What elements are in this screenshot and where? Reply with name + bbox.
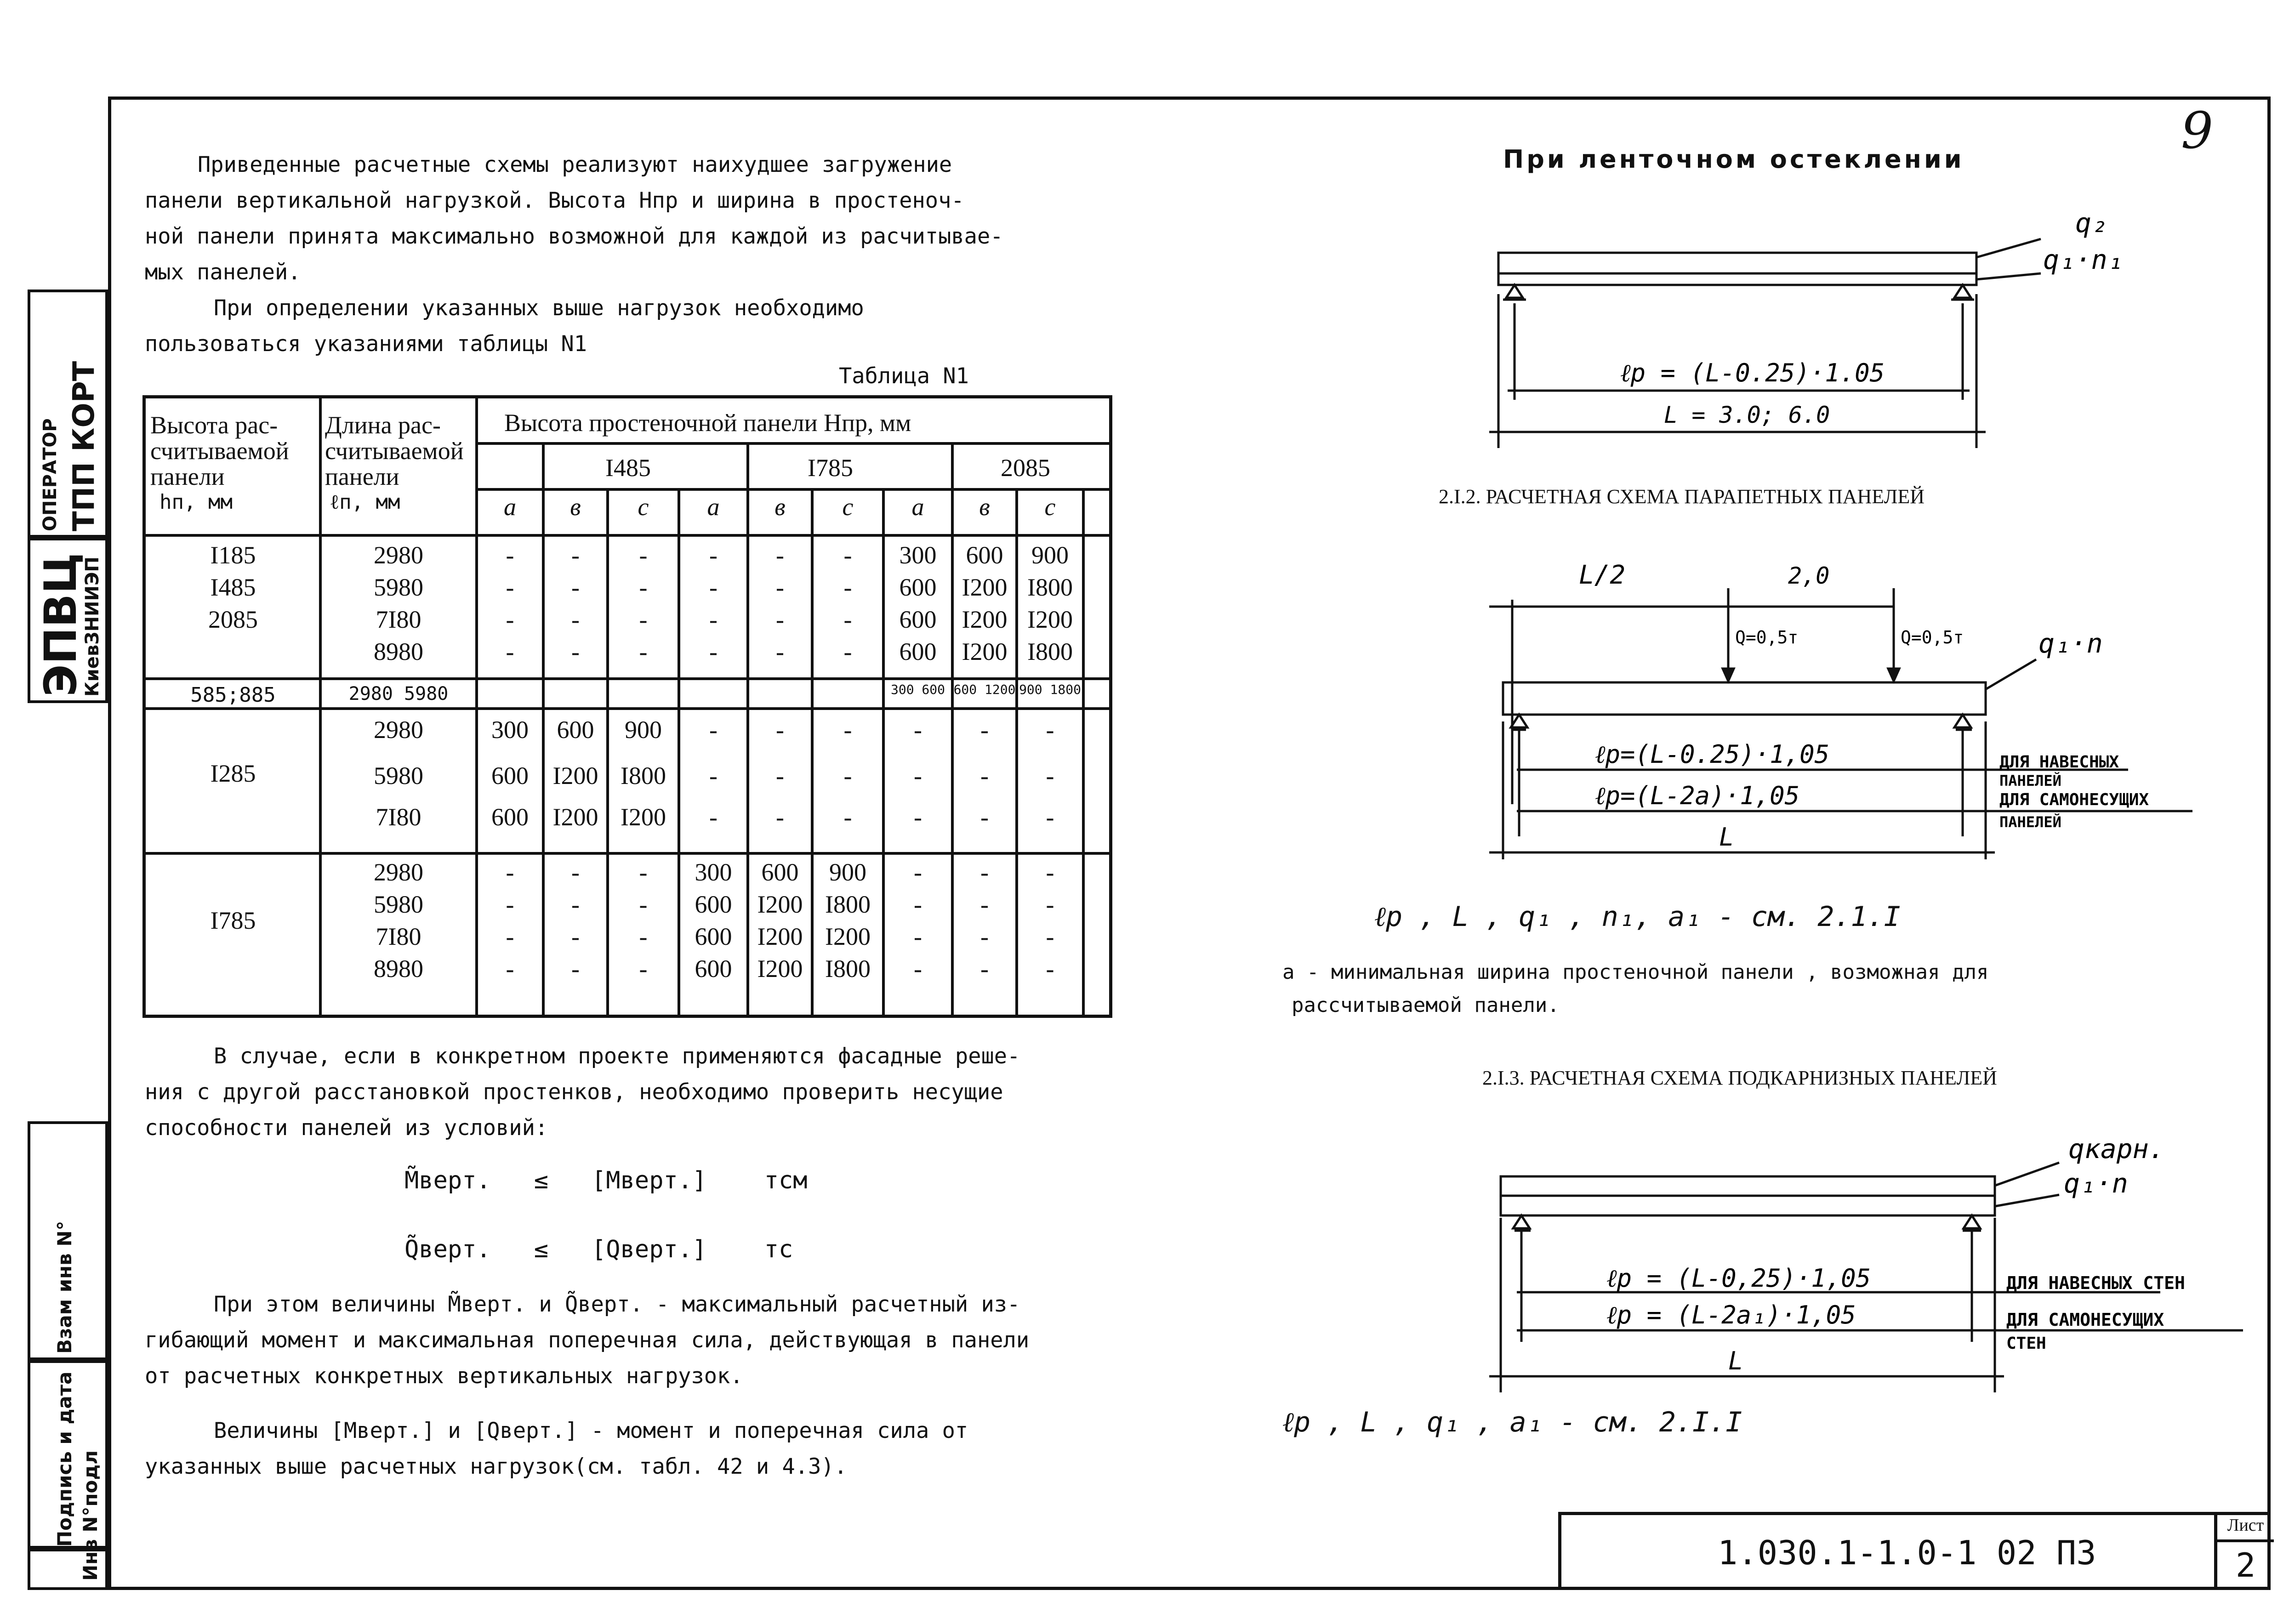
d1-L: L = 3.0; 6.0 <box>1664 402 1830 428</box>
para4-line3: от расчетных конкретных вертикальных нагрузок. <box>145 1363 743 1389</box>
table-cell-2-1-8: - <box>1046 762 1054 789</box>
table-cell-0-3-2: - <box>639 638 648 665</box>
subcol-2: c <box>638 493 649 521</box>
table-cell-3-2-3: 600 <box>695 923 732 950</box>
subcol-1: в <box>570 493 581 521</box>
table-cell-3-0-1: - <box>571 858 580 886</box>
table-cell-3-0-4: 600 <box>761 858 799 886</box>
para1-line1: Приведенные расчетные схемы реализуют наихудшее загружение <box>198 152 952 177</box>
table-cell-2-2-8: - <box>1046 803 1054 831</box>
table-cell-0-0-1: - <box>571 541 580 569</box>
table-cell-3-2-8: - <box>1046 923 1054 950</box>
table-cell-3-1-0: - <box>506 891 514 918</box>
table-cell-2-2-3: - <box>709 803 717 831</box>
d2-L: L <box>1719 823 1734 852</box>
table-cell-3-0-7: - <box>980 858 989 886</box>
diagram-cornice <box>1462 1112 2252 1397</box>
table-cell-2-1-0: 600 <box>491 762 529 789</box>
sidebar <box>28 97 108 1590</box>
operator-cell <box>28 290 108 538</box>
row-length-2-2: 7I80 <box>376 803 421 831</box>
table-cell-0-1-0: - <box>506 574 514 601</box>
table-cell-0-2-4: - <box>776 606 784 633</box>
table-cell-3-1-3: 600 <box>695 891 732 918</box>
table-cell-1-0-7: 600 1200 <box>953 682 1016 697</box>
table-cell-0-2-8: I200 <box>1027 606 1073 633</box>
table-cell-0-2-6: 600 <box>899 606 937 633</box>
height-1785: I785 <box>808 454 853 482</box>
table-cell-0-1-5: - <box>843 574 852 601</box>
para5-line2: указанных выше расчетных нагрузок(см. табл. 42 и 4.3). <box>145 1454 848 1479</box>
d1-q2: q₂ <box>2075 207 2107 238</box>
para2-line2: пользоваться указаниями таблицы N1 <box>145 331 587 357</box>
d2-lp2: ℓр=(L-2a)·1,05 <box>1595 781 1800 810</box>
row-length-0-2: 7I80 <box>376 606 421 633</box>
subcol-0: a <box>504 493 516 521</box>
table-cell-3-3-6: - <box>914 955 922 982</box>
legend-parapet: ℓр , L , q₁ , n₁, a₁ - см. 2.1.I <box>1374 901 1901 933</box>
row-height-0-1: I485 <box>210 574 256 601</box>
table-cell-0-1-4: - <box>776 574 784 601</box>
d2-Q2: Q=0,5т <box>1901 627 1964 647</box>
table-cell-0-0-6: 300 <box>899 541 937 569</box>
note-a-line2: рассчитываемой панели. <box>1292 994 1560 1017</box>
table-cell-0-0-5: - <box>843 541 852 569</box>
table-cell-2-1-3: - <box>709 762 717 789</box>
table-cell-0-0-3: - <box>709 541 717 569</box>
d3-lp2: ℓр = (L-2a₁)·1,05 <box>1606 1300 1856 1329</box>
table-cell-0-0-0: - <box>506 541 514 569</box>
d2-note1a: ДЛЯ НАВЕСНЫХ <box>1999 753 2119 772</box>
d2-note2a: ДЛЯ САМОНЕСУЩИХ <box>1999 790 2149 809</box>
title-stamp <box>1558 1512 2271 1590</box>
table-cell-0-3-5: - <box>843 638 852 665</box>
diagram-parapet <box>1462 547 2243 864</box>
para3-line1: В случае, если в конкретном проекте применяются фасадные реше- <box>214 1044 1020 1069</box>
para5-line1: Величины [Mверт.] и [Qверт.] - момент и поперечная сила от <box>214 1418 968 1443</box>
para3-line2: ния с другой расстановкой простенков, необходимо проверить несущие <box>145 1079 1003 1105</box>
d3-note1: ДЛЯ НАВЕСНЫХ СТЕН <box>2006 1273 2185 1293</box>
table-cell-2-0-1: 600 <box>557 716 594 744</box>
table-cell-3-3-3: 600 <box>695 955 732 982</box>
table-cell-2-2-0: 600 <box>491 803 529 831</box>
table-cell-0-0-8: 900 <box>1031 541 1069 569</box>
table-1 <box>142 395 1112 1018</box>
table-cell-2-1-2: I800 <box>621 762 666 789</box>
table-title: Таблица N1 <box>839 363 969 389</box>
table-cell-0-1-1: - <box>571 574 580 601</box>
table-cell-0-2-3: - <box>709 606 717 633</box>
table-cell-3-1-8: - <box>1046 891 1054 918</box>
d2-note2b: ПАНЕЛЕЙ <box>1999 813 2061 831</box>
d1-lp: ℓр = (L-0.25)·1.05 <box>1620 358 1885 387</box>
table-cell-2-0-7: - <box>980 716 989 744</box>
formula-moment: M̃верт. ≤ [Mверт.] тсм <box>404 1167 808 1194</box>
replace-label: Взам инв N° <box>53 1221 76 1354</box>
table-cell-2-1-6: - <box>914 762 922 789</box>
table-cell-0-2-0: - <box>506 606 514 633</box>
table-cell-1-0-6: 300 600 <box>890 682 945 697</box>
caption-cornice: 2.I.3. РАСЧЕТНАЯ СХЕМА ПОДКАРНИЗНЫХ ПАНЕЛЕЙ <box>1482 1067 1997 1089</box>
note-a-line1: a - минимальная ширина простеночной панели , возможная для <box>1282 960 1989 984</box>
table-cell-0-1-7: I200 <box>962 574 1008 601</box>
sheet-number: 2 <box>2235 1546 2256 1584</box>
table-cell-3-3-0: - <box>506 955 514 982</box>
operator-value: ТПП КОРТ <box>67 361 101 531</box>
org-main: ЭПВЦ <box>35 552 86 697</box>
sheet-label: Лист <box>2217 1512 2274 1542</box>
legend-cornice: ℓр , L , q₁ , a₁ - см. 2.I.I <box>1282 1406 1742 1438</box>
d3-L: L <box>1728 1346 1743 1375</box>
table-cell-3-0-3: 300 <box>695 858 732 886</box>
table-cell-0-3-3: - <box>709 638 717 665</box>
table-cell-0-0-7: 600 <box>966 541 1003 569</box>
height-2085: 2085 <box>1001 454 1050 482</box>
table-cell-3-3-5: I800 <box>825 955 871 982</box>
col1-header: Высота рас- считываемой панели hп, мм <box>150 411 289 514</box>
d2-Q1: Q=0,5т <box>1735 627 1799 647</box>
d2-2-0: 2,0 <box>1788 562 1830 589</box>
table-cell-0-2-7: I200 <box>962 606 1008 633</box>
row-height-2: I285 <box>210 760 256 787</box>
table-cell-2-0-3: - <box>709 716 717 744</box>
para1-line2: панели вертикальной нагрузкой. Высота Hпр и ширина в простеноч- <box>145 188 964 213</box>
row-height-3: I785 <box>210 907 256 934</box>
org-sub: КиевЗНИИЭП <box>82 556 103 697</box>
table-cell-3-3-4: I200 <box>757 955 803 982</box>
table-cell-0-1-3: - <box>709 574 717 601</box>
table-cell-0-0-4: - <box>776 541 784 569</box>
table-cell-3-0-0: - <box>506 858 514 886</box>
table-cell-3-1-4: I200 <box>757 891 803 918</box>
table-cell-3-0-2: - <box>639 858 648 886</box>
subcol-3: a <box>707 493 720 521</box>
para1-line3: ной панели принята максимально возможной для каждой из расчитывае- <box>145 224 1003 249</box>
para1-line4: мых панелей. <box>145 260 301 285</box>
subcol-5: c <box>842 493 854 521</box>
table-cell-3-3-1: - <box>571 955 580 982</box>
table-cell-2-1-5: - <box>843 762 852 789</box>
table-cell-3-3-8: - <box>1046 955 1054 982</box>
table-cell-3-3-7: - <box>980 955 989 982</box>
row-length-1-0: 2980 5980 <box>348 683 449 704</box>
table-cell-3-3-2: - <box>639 955 648 982</box>
subcol-4: в <box>774 493 786 521</box>
table-cell-3-2-1: - <box>571 923 580 950</box>
stamp-code: 1.030.1-1.0-1 02 ПЗ <box>1718 1533 2096 1572</box>
table-cell-3-0-5: 900 <box>829 858 866 886</box>
d2-note1b: ПАНЕЛЕЙ <box>1999 772 2061 789</box>
d3-qk: qкарн. <box>2068 1133 2165 1164</box>
d2-L2: L/2 <box>1579 560 1626 590</box>
right-heading: При ленточном остеклении <box>1503 145 1964 174</box>
table-cell-3-1-1: - <box>571 891 580 918</box>
row-length-0-3: 8980 <box>374 638 423 665</box>
group-header: Высота простеночной панели Hпр, мм <box>504 409 911 437</box>
table-cell-3-2-4: I200 <box>757 923 803 950</box>
formula-shear: Q̃верт. ≤ [Qверт.] тс <box>404 1236 793 1263</box>
sheet-cell <box>2214 1512 2274 1590</box>
table-cell-3-1-5: I800 <box>825 891 871 918</box>
sign-label: Подпись и дата <box>53 1371 76 1547</box>
operator-label: ОПЕРАТОР <box>40 418 61 531</box>
d3-note2b: СТЕН <box>2006 1334 2046 1353</box>
subcol-7: в <box>979 493 990 521</box>
col2-header: Длина рас- считываемой панели ℓп, мм <box>325 411 464 514</box>
table-cell-2-0-2: 900 <box>625 716 662 744</box>
table-cell-0-2-5: - <box>843 606 852 633</box>
table-cell-2-2-4: - <box>776 803 784 831</box>
table-cell-3-1-6: - <box>914 891 922 918</box>
d2-q1n: q₁·n <box>2038 628 2103 659</box>
table-cell-3-1-2: - <box>639 891 648 918</box>
table-cell-3-2-7: - <box>980 923 989 950</box>
row-length-0-1: 5980 <box>374 574 423 601</box>
table-cell-2-0-6: - <box>914 716 922 744</box>
table-cell-0-3-6: 600 <box>899 638 937 665</box>
table-cell-0-2-1: - <box>571 606 580 633</box>
row-length-3-0: 2980 <box>374 858 423 886</box>
inv-label: Инв N°подл <box>79 1450 102 1581</box>
table-cell-2-0-5: - <box>843 716 852 744</box>
subcol-8: c <box>1044 493 1056 521</box>
table-cell-2-2-5: - <box>843 803 852 831</box>
table-cell-3-2-0: - <box>506 923 514 950</box>
table-cell-0-1-8: I800 <box>1027 574 1073 601</box>
page-mark: 9 <box>2181 101 2213 160</box>
table-cell-2-2-6: - <box>914 803 922 831</box>
row-length-2-1: 5980 <box>374 762 423 789</box>
table-cell-2-0-0: 300 <box>491 716 529 744</box>
caption-parapet: 2.I.2. РАСЧЕТНАЯ СХЕМА ПАРАПЕТНЫХ ПАНЕЛЕЙ <box>1439 485 1925 508</box>
row-length-3-2: 7I80 <box>376 923 421 950</box>
table-cell-2-0-8: - <box>1046 716 1054 744</box>
para2-line1: При определении указанных выше нагрузок необходимо <box>214 295 864 321</box>
table-cell-0-3-4: - <box>776 638 784 665</box>
org-cell <box>28 538 108 703</box>
row-length-3-3: 8980 <box>374 955 423 982</box>
table-cell-1-0-8: 900 1800 <box>1019 682 1081 697</box>
para3-line3: способности панелей из условий: <box>145 1115 548 1141</box>
d1-q1n1: q₁·n₁ <box>2043 244 2124 275</box>
table-cell-0-3-7: I200 <box>962 638 1008 665</box>
table-cell-0-3-0: - <box>506 638 514 665</box>
row-height-1: 585;885 <box>190 683 276 707</box>
table-cell-3-0-8: - <box>1046 858 1054 886</box>
d3-note2a: ДЛЯ САМОНЕСУЩИХ <box>2006 1310 2164 1330</box>
row-length-2-0: 2980 <box>374 716 423 744</box>
table-cell-2-2-2: I200 <box>621 803 666 831</box>
table-cell-0-0-2: - <box>639 541 648 569</box>
d2-lp1: ℓр=(L-0.25)·1,05 <box>1595 740 1830 769</box>
d3-lp1: ℓр = (L-0,25)·1,05 <box>1606 1264 1871 1293</box>
row-height-0-0: I185 <box>210 541 256 569</box>
table-cell-2-2-7: - <box>980 803 989 831</box>
row-length-0-0: 2980 <box>374 541 423 569</box>
table-cell-3-2-5: I200 <box>825 923 871 950</box>
table-cell-0-1-6: 600 <box>899 574 937 601</box>
para4-line1: При этом величины M̃верт. и Q̃верт. - максимальный расчетный из- <box>214 1292 1020 1317</box>
height-1485: I485 <box>605 454 651 482</box>
table-cell-3-1-7: - <box>980 891 989 918</box>
d3-q1n: q₁·n <box>2064 1168 2128 1199</box>
para4-line2: гибающий момент и максимальная поперечная сила, действующая в панели <box>145 1328 1030 1353</box>
row-length-3-1: 5980 <box>374 891 423 918</box>
diagram-ribbon-glazing <box>1462 198 2151 455</box>
table-cell-0-3-8: I800 <box>1027 638 1073 665</box>
subcol-6: a <box>911 493 924 521</box>
table-cell-3-0-6: - <box>914 858 922 886</box>
table-cell-0-3-1: - <box>571 638 580 665</box>
row-height-0-2: 2085 <box>208 606 258 633</box>
table-cell-2-1-7: - <box>980 762 989 789</box>
table-cell-2-0-4: - <box>776 716 784 744</box>
table-cell-2-1-4: - <box>776 762 784 789</box>
table-cell-2-1-1: I200 <box>552 762 598 789</box>
table-cell-0-1-2: - <box>639 574 648 601</box>
table-cell-2-2-1: I200 <box>552 803 598 831</box>
table-cell-0-2-2: - <box>639 606 648 633</box>
table-cell-3-2-2: - <box>639 923 648 950</box>
table-cell-3-2-6: - <box>914 923 922 950</box>
replace-cell <box>28 1121 108 1360</box>
